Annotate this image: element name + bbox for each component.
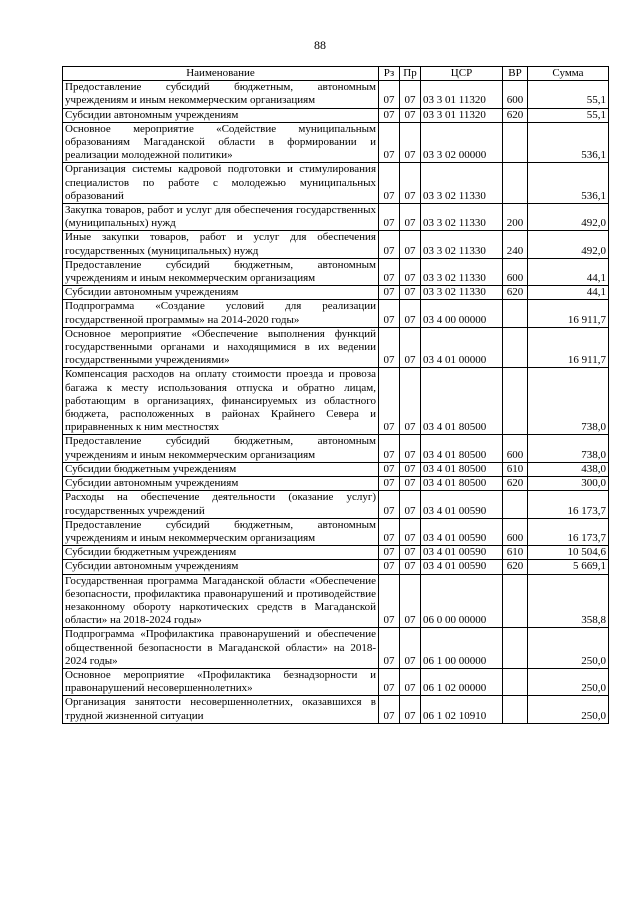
cell-rz: 07: [379, 327, 400, 368]
cell-rz: 07: [379, 258, 400, 285]
cell-name: Субсидии автономным учреждениям: [63, 560, 379, 574]
cell-pr: 07: [400, 163, 421, 204]
cell-sum: 16 911,7: [528, 327, 609, 368]
cell-pr: 07: [400, 518, 421, 545]
table-row: [63, 696, 609, 723]
cell-csr: 03 4 01 80500: [421, 368, 503, 435]
cell-csr: 03 4 01 00590: [421, 560, 503, 574]
cell-rz: 07: [379, 696, 400, 723]
cell-rz: 07: [379, 81, 400, 108]
cell-rz: 07: [379, 574, 400, 628]
cell-rz: 07: [379, 300, 400, 327]
cell-sum: 250,0: [528, 696, 609, 723]
cell-pr: 07: [400, 258, 421, 285]
table-row: [63, 81, 609, 108]
cell-pr: 07: [400, 108, 421, 122]
cell-name: Иные закупки товаров, работ и услуг для обеспечения государственных (муниципальных) нужд: [63, 231, 379, 258]
table-row: [63, 560, 609, 574]
cell-vr: 620: [503, 477, 528, 491]
cell-name: Основное мероприятие «Профилактика безнадзорности и правонарушений несовершеннолетних»: [63, 668, 379, 695]
cell-vr: 200: [503, 204, 528, 231]
table-row: [63, 546, 609, 560]
cell-vr: [503, 300, 528, 327]
cell-vr: 240: [503, 231, 528, 258]
cell-name: Расходы на обеспечение деятельности (оказание услуг) государственных учреждений: [63, 491, 379, 518]
table-header-row: [63, 67, 609, 81]
table-row: [63, 491, 609, 518]
cell-rz: 07: [379, 668, 400, 695]
cell-pr: 07: [400, 668, 421, 695]
cell-sum: 250,0: [528, 668, 609, 695]
cell-sum: 55,1: [528, 81, 609, 108]
cell-csr: 06 1 02 10910: [421, 696, 503, 723]
cell-sum: 438,0: [528, 462, 609, 476]
cell-sum: 5 669,1: [528, 560, 609, 574]
cell-pr: 07: [400, 560, 421, 574]
cell-pr: 07: [400, 491, 421, 518]
cell-name: Субсидии бюджетным учреждениям: [63, 546, 379, 560]
cell-rz: 07: [379, 628, 400, 669]
cell-vr: [503, 574, 528, 628]
cell-vr: [503, 668, 528, 695]
cell-csr: 03 3 02 11330: [421, 231, 503, 258]
table-row: [63, 628, 609, 669]
cell-pr: 07: [400, 286, 421, 300]
cell-rz: 07: [379, 477, 400, 491]
table-row: [63, 286, 609, 300]
cell-name: Основное мероприятие «Обеспечение выполнения функций государственными органами и находящимися в их ведении государственными учреждениями»: [63, 327, 379, 368]
cell-csr: 03 4 00 00000: [421, 300, 503, 327]
cell-vr: [503, 628, 528, 669]
cell-sum: 16 173,7: [528, 491, 609, 518]
cell-csr: 03 3 02 11330: [421, 258, 503, 285]
cell-vr: [503, 491, 528, 518]
cell-vr: [503, 368, 528, 435]
table-row: [63, 462, 609, 476]
cell-rz: 07: [379, 231, 400, 258]
cell-csr: 03 3 02 00000: [421, 122, 503, 163]
cell-csr: 03 3 01 11320: [421, 81, 503, 108]
cell-vr: 600: [503, 518, 528, 545]
cell-name: Субсидии автономным учреждениям: [63, 477, 379, 491]
cell-name: Предоставление субсидий бюджетным, автономным учреждениям и иным некоммерческим организациям: [63, 435, 379, 462]
header-name: Наименование: [63, 67, 379, 81]
table-row: [63, 368, 609, 435]
cell-pr: 07: [400, 300, 421, 327]
table-row: [63, 574, 609, 628]
cell-csr: 03 3 02 11330: [421, 204, 503, 231]
cell-csr: 03 4 01 00000: [421, 327, 503, 368]
cell-sum: 300,0: [528, 477, 609, 491]
table-row: [63, 108, 609, 122]
cell-sum: 10 504,6: [528, 546, 609, 560]
cell-pr: 07: [400, 628, 421, 669]
cell-sum: 738,0: [528, 368, 609, 435]
cell-csr: 06 1 02 00000: [421, 668, 503, 695]
cell-vr: 620: [503, 560, 528, 574]
cell-rz: 07: [379, 435, 400, 462]
cell-rz: 07: [379, 518, 400, 545]
cell-vr: [503, 122, 528, 163]
cell-name: Организация занятости несовершеннолетних, оказавшихся в трудной жизненной ситуации: [63, 696, 379, 723]
cell-vr: 620: [503, 286, 528, 300]
cell-vr: 600: [503, 258, 528, 285]
cell-pr: 07: [400, 122, 421, 163]
cell-vr: 610: [503, 462, 528, 476]
cell-vr: 610: [503, 546, 528, 560]
cell-name: Предоставление субсидий бюджетным, автономным учреждениям и иным некоммерческим организациям: [63, 518, 379, 545]
cell-rz: 07: [379, 163, 400, 204]
cell-rz: 07: [379, 122, 400, 163]
cell-sum: 16 911,7: [528, 300, 609, 327]
page-number: 88: [314, 38, 326, 52]
cell-sum: 738,0: [528, 435, 609, 462]
cell-pr: 07: [400, 204, 421, 231]
cell-rz: 07: [379, 491, 400, 518]
cell-csr: 06 0 00 00000: [421, 574, 503, 628]
cell-pr: 07: [400, 231, 421, 258]
table-row: [63, 518, 609, 545]
cell-vr: [503, 163, 528, 204]
header-pr: Пр: [400, 67, 421, 81]
cell-name: Основное мероприятие «Содействие муниципальным образованиям Магаданской области в формировании и реализации молодежной политики»: [63, 122, 379, 163]
cell-name: Закупка товаров, работ и услуг для обеспечения государственных (муниципальных) нужд: [63, 204, 379, 231]
cell-csr: 03 3 01 11320: [421, 108, 503, 122]
cell-rz: 07: [379, 204, 400, 231]
cell-csr: 06 1 00 00000: [421, 628, 503, 669]
cell-csr: 03 3 02 11330: [421, 286, 503, 300]
cell-rz: 07: [379, 368, 400, 435]
cell-rz: 07: [379, 546, 400, 560]
cell-csr: 03 4 01 00590: [421, 518, 503, 545]
cell-vr: 600: [503, 81, 528, 108]
cell-csr: 03 4 01 00590: [421, 491, 503, 518]
cell-pr: 07: [400, 574, 421, 628]
cell-name: Подпрограмма «Создание условий для реализации государственной программы» на 2014-2020 годы»: [63, 300, 379, 327]
cell-pr: 07: [400, 81, 421, 108]
table-row: [63, 327, 609, 368]
header-vr: ВР: [503, 67, 528, 81]
cell-vr: 620: [503, 108, 528, 122]
table-row: [63, 258, 609, 285]
table-row: [63, 668, 609, 695]
cell-name: Субсидии автономным учреждениям: [63, 286, 379, 300]
cell-sum: 44,1: [528, 286, 609, 300]
cell-pr: 07: [400, 368, 421, 435]
cell-pr: 07: [400, 696, 421, 723]
cell-vr: [503, 327, 528, 368]
table-row: [63, 163, 609, 204]
cell-name: Организация системы кадровой подготовки и стимулирования специалистов по работе с молодежью муниципальных образований: [63, 163, 379, 204]
cell-sum: 16 173,7: [528, 518, 609, 545]
cell-sum: 44,1: [528, 258, 609, 285]
cell-name: Компенсация расходов на оплату стоимости проезда и провоза багажа к месту использования отпуска и обратно лицам, работающим в организациях, финансируемых из областного бюджета, расположенных в районах Крайнего Севера и приравненных к ним местностях: [63, 368, 379, 435]
table-row: [63, 477, 609, 491]
table-row: [63, 122, 609, 163]
cell-rz: 07: [379, 108, 400, 122]
cell-sum: 536,1: [528, 163, 609, 204]
cell-vr: 600: [503, 435, 528, 462]
cell-name: Государственная программа Магаданской области «Обеспечение безопасности, профилактика правонарушений и противодействие незаконному обороту наркотических средств в Магаданской области» на 2018-2024 годы»: [63, 574, 379, 628]
header-csr: ЦСР: [421, 67, 503, 81]
cell-pr: 07: [400, 462, 421, 476]
cell-vr: [503, 696, 528, 723]
cell-csr: 03 4 01 00590: [421, 546, 503, 560]
cell-pr: 07: [400, 477, 421, 491]
cell-sum: 536,1: [528, 122, 609, 163]
budget-table: [62, 66, 609, 724]
cell-name: Предоставление субсидий бюджетным, автономным учреждениям и иным некоммерческим организациям: [63, 258, 379, 285]
cell-pr: 07: [400, 546, 421, 560]
header-sum: Сумма: [528, 67, 609, 81]
cell-name: Подпрограмма «Профилактика правонарушений и обеспечение общественной безопасности в Магаданской области» на 2018-2024 годы»: [63, 628, 379, 669]
cell-csr: 03 4 01 80500: [421, 435, 503, 462]
cell-pr: 07: [400, 435, 421, 462]
table-row: [63, 204, 609, 231]
cell-sum: 492,0: [528, 231, 609, 258]
cell-sum: 492,0: [528, 204, 609, 231]
cell-name: Субсидии автономным учреждениям: [63, 108, 379, 122]
cell-sum: 250,0: [528, 628, 609, 669]
cell-sum: 358,8: [528, 574, 609, 628]
cell-sum: 55,1: [528, 108, 609, 122]
cell-rz: 07: [379, 286, 400, 300]
table-row: [63, 231, 609, 258]
cell-csr: 03 4 01 80500: [421, 462, 503, 476]
cell-name: Субсидии бюджетным учреждениям: [63, 462, 379, 476]
table-body: [63, 81, 609, 724]
table-row: [63, 435, 609, 462]
cell-name: Предоставление субсидий бюджетным, автономным учреждениям и иным некоммерческим организациям: [63, 81, 379, 108]
table-row: [63, 300, 609, 327]
cell-rz: 07: [379, 560, 400, 574]
cell-rz: 07: [379, 462, 400, 476]
cell-csr: 03 3 02 11330: [421, 163, 503, 204]
cell-csr: 03 4 01 80500: [421, 477, 503, 491]
cell-pr: 07: [400, 327, 421, 368]
header-rz: Рз: [379, 67, 400, 81]
